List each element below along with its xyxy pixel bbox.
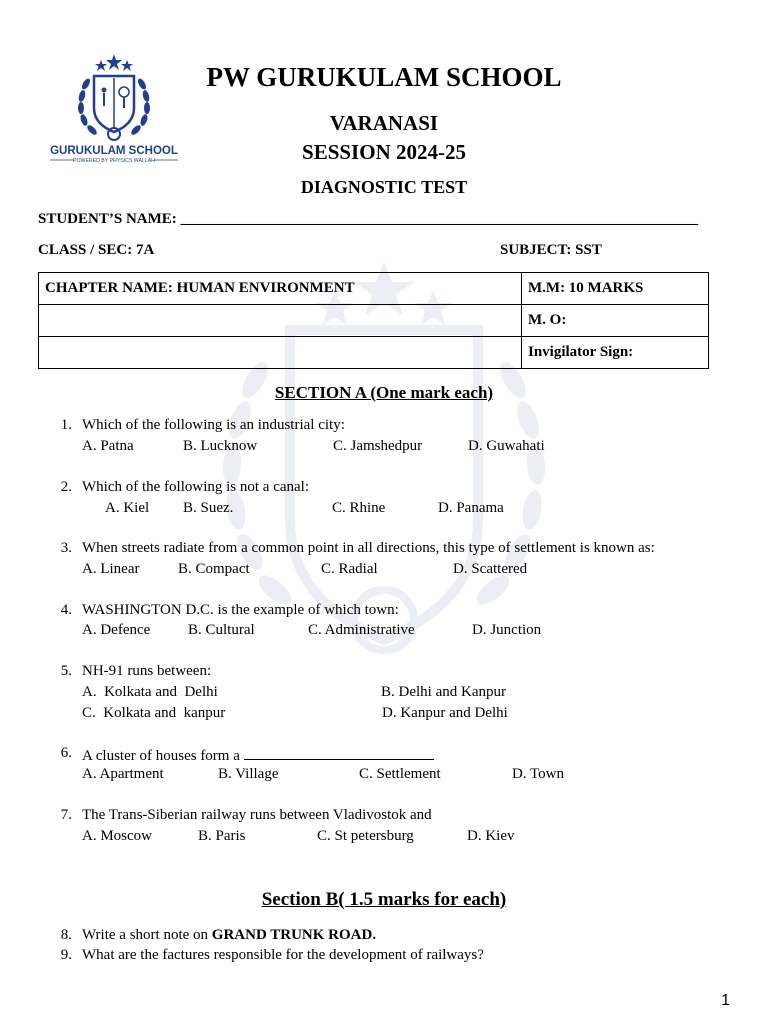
question-number: 6.: [60, 745, 72, 761]
question-text: Which of the following is an industrial city:: [82, 417, 345, 433]
option: B. Cultural: [188, 622, 255, 638]
question-number: 7.: [60, 807, 72, 823]
question-text: What are the factures responsible for the development of railways?: [82, 947, 484, 963]
question-number: 2.: [60, 479, 72, 495]
section-a-heading: SECTION A (One mark each): [274, 383, 494, 402]
class-section: CLASS / SEC: 7A: [38, 242, 155, 258]
option: B. Delhi and Kanpur: [381, 684, 506, 700]
option: C. Jamshedpur: [333, 438, 423, 454]
question-text: A cluster of houses form a: [82, 748, 244, 764]
section-b-heading: Section B( 1.5 marks for each): [261, 889, 507, 910]
question-text: Write a short note on: [82, 927, 212, 943]
option: A. Patna: [82, 438, 134, 454]
option: A. Defence: [82, 622, 151, 638]
question-number: 1.: [60, 417, 72, 433]
option: C. St petersburg: [317, 828, 414, 844]
option: C. Administrative: [308, 622, 415, 638]
question-bold-text: GRAND TRUNK ROAD.: [211, 927, 377, 943]
option: B. Village: [218, 766, 279, 782]
school-name: PW GURUKULAM SCHOOL: [206, 62, 562, 92]
question-text: WASHINGTON D.C. is the example of which town:: [82, 602, 399, 618]
test-name: DIAGNOSTIC TEST: [300, 177, 468, 197]
fill-in-blank: [244, 745, 434, 760]
info-table: [38, 272, 709, 369]
question-number: 9.: [60, 947, 72, 963]
empty-cell: [39, 305, 522, 337]
student-name-line: STUDENT’S NAME: _____________________________________________________________________: [38, 211, 699, 227]
option: D. Town: [512, 766, 565, 782]
option: B. Lucknow: [183, 438, 258, 454]
option: D. Panama: [438, 500, 504, 516]
question-text: The Trans-Siberian railway runs between Vladivostok and: [82, 807, 432, 823]
option: C. Rhine: [332, 500, 386, 516]
question-number: 4.: [60, 602, 72, 618]
option: D. Guwahati: [468, 438, 545, 454]
school-city: VARANASI: [329, 111, 439, 135]
option: A. Linear: [82, 561, 140, 577]
logo-text: GURUKULAM SCHOOL: [50, 145, 178, 157]
option: A. Apartment: [82, 766, 164, 782]
option: A. Kolkata and Delhi: [82, 684, 218, 700]
option: A. Kiel: [105, 500, 150, 516]
option: B. Suez.: [183, 500, 234, 516]
invigilator-sign: Invigilator Sign:: [522, 337, 709, 369]
option: C. Radial: [321, 561, 378, 577]
option: D. Scattered: [453, 561, 528, 577]
empty-cell: [39, 337, 522, 369]
option: C. Settlement: [359, 766, 441, 782]
marks-obtained: M. O:: [522, 305, 709, 337]
chapter-name: CHAPTER NAME: HUMAN ENVIRONMENT: [39, 273, 522, 305]
option: D. Kanpur and Delhi: [382, 705, 508, 721]
subject: SUBJECT: SST: [500, 242, 602, 258]
option: A. Moscow: [82, 828, 152, 844]
max-marks: M.M: 10 MARKS: [522, 273, 709, 305]
option: D. Kiev: [467, 828, 515, 844]
question-text: When streets radiate from a common point in all directions, this type of settlement is known as:: [82, 540, 655, 556]
question-number: 5.: [60, 663, 72, 679]
page-number: 1: [721, 992, 730, 1009]
question-text: NH-91 runs between:: [82, 663, 212, 679]
option: D. Junction: [472, 622, 542, 638]
question-text: Which of the following is not a canal:: [82, 479, 310, 495]
option: B. Paris: [198, 828, 246, 844]
option: B. Compact: [178, 561, 250, 577]
session: SESSION 2024-25: [302, 140, 466, 164]
question-number: 8.: [60, 927, 72, 943]
question-number: 3.: [60, 540, 72, 556]
logo-subtext: POWERED BY PHYSICS WALLAH: [73, 158, 155, 164]
option: C. Kolkata and kanpur: [82, 705, 226, 721]
